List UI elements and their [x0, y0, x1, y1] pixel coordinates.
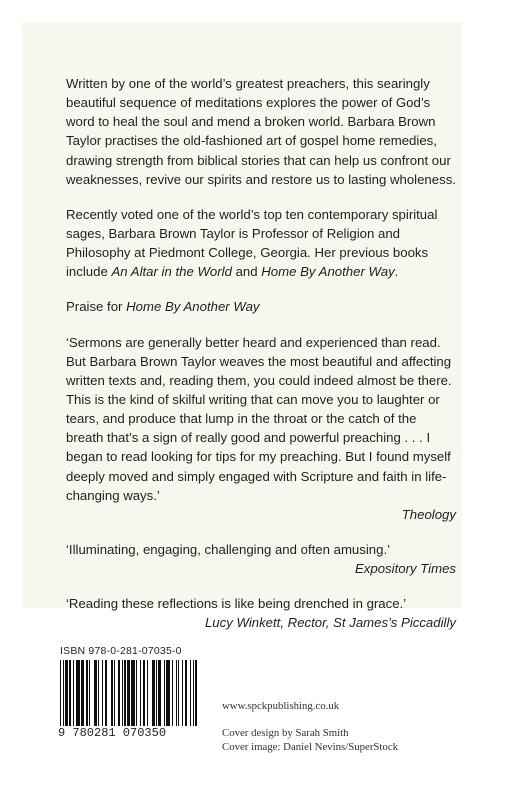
quote-expository-times: ‘Illuminating, engaging, challenging and often amusing.’ — [66, 541, 391, 557]
isbn-label: ISBN 978-0-281-07035-0 — [60, 645, 182, 657]
quote-source-theology: Theology — [401, 506, 456, 522]
praise-lead: Praise for — [66, 299, 127, 315]
quote-source-expository-times: Expository Times — [354, 561, 456, 577]
isbn-barcode — [60, 660, 197, 732]
author-bio-and: and — [231, 264, 262, 280]
author-bio-text: Recently voted one of the world’s top ten contemporary spiritual sages, Barbara Brown Taylor is Professor of Religion and Philosophy at Piedmont College, Georgia. Her previous books include — [66, 206, 438, 280]
book-title-altar: An Altar in the World — [111, 264, 232, 280]
cover-design-credit: Cover design by Sarah Smith — [222, 727, 349, 739]
publisher-website: www.spckpublishing.co.uk — [222, 700, 340, 712]
author-bio-period: . — [394, 264, 399, 280]
author-bio-paragraph — [66, 205, 456, 282]
quote-lucy-winkett: ‘Reading these reflections is like being drenched in grace.’ — [66, 596, 407, 612]
praise-book-title: Home By Another Way — [126, 299, 260, 315]
praise-heading — [66, 297, 456, 316]
back-cover-blurb — [66, 74, 456, 649]
quote-source-lucy-winkett: Lucy Winkett, Rector, St James’s Piccadilly — [204, 615, 456, 631]
quote-theology: ‘Sermons are generally better heard and experienced than read. But Barbara Brown Taylor weaves the most beautiful and affecting written texts and, reading them, you could indeed almost be there. This is the kind of skilful writing that can move you to laughter or tears, and produce that lump in the throat or the catch of the breath that’s a sign of really good and powerful preaching . . . I began to read looking for tips for my preaching. But I found myself deeply moved and simply engaged with Scripture and faith in life-changing ways.’ — [66, 334, 452, 503]
book-title-home: Home By Another Way — [261, 264, 395, 280]
barcode-digits: 9 780281 070350 — [56, 726, 208, 740]
cover-credits — [222, 726, 398, 754]
cover-image-credit: Cover image: Daniel Nevins/SuperStock — [222, 741, 399, 754]
description-paragraph: Written by one of the world’s greatest preachers, this searingly beautiful sequence of meditations explores the power of God’s word to heal the soul and mend a broken world. Barbara Brown Taylor practises the old-fashioned art of gospel home remedies, drawing strength from biblical stories that can help us confront our weaknesses, revive our spirits and restore us to lasting wholeness. — [66, 76, 456, 187]
